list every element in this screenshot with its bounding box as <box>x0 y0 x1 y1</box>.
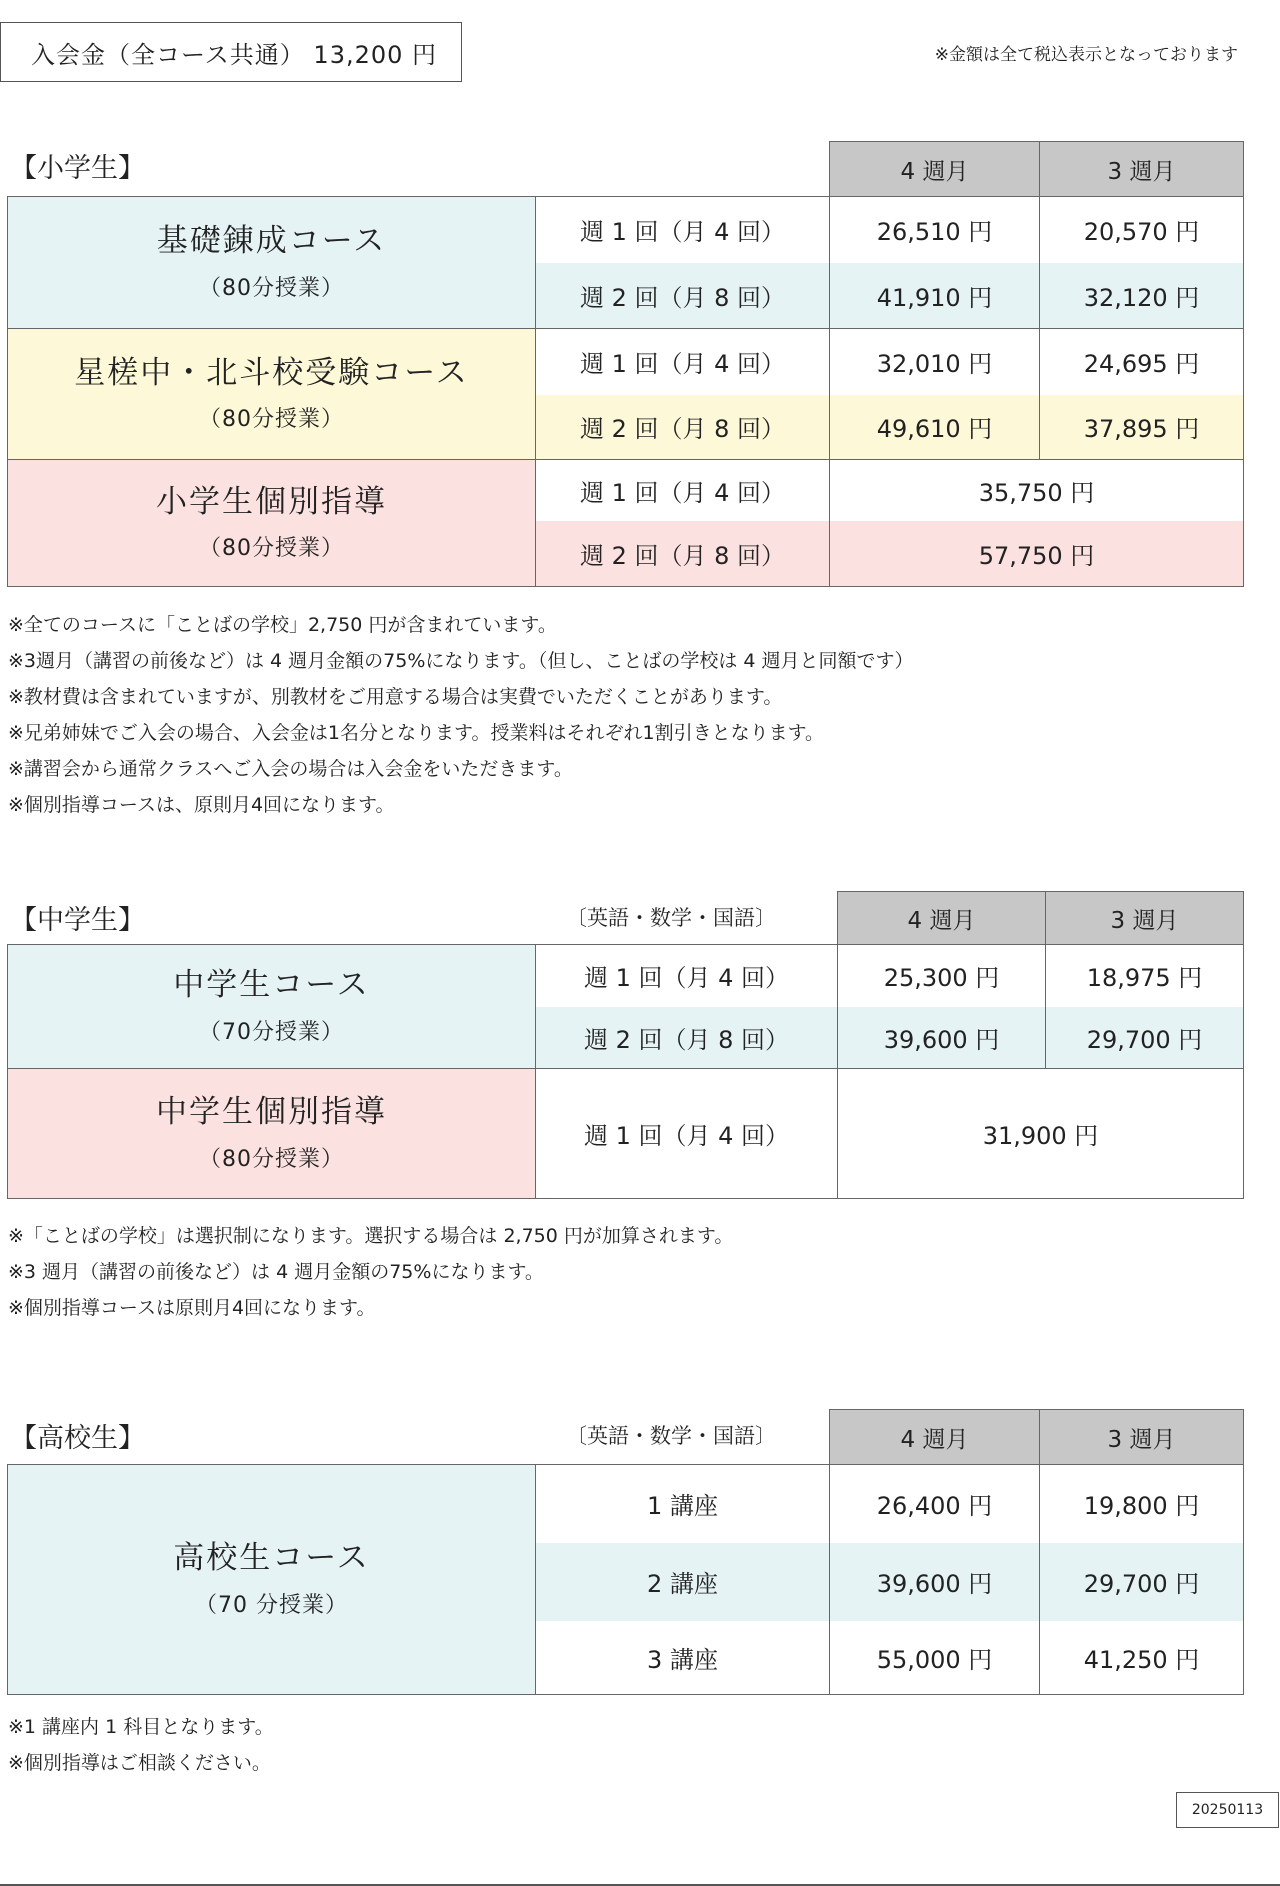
price-4w: 39,600 円 <box>830 1543 1040 1621</box>
course-name: 基礎錬成コース <box>156 223 387 260</box>
course-cell-kiso <box>8 197 536 329</box>
course-name: 高校生コース <box>173 1540 370 1577</box>
frequency-cell: 週 1 回（月 4 回） <box>536 945 838 1007</box>
note-line: ※3週月（講習の前後など）は 4 週月金額の75%になります。（但し、ことばの学校は 4 週月と同額です） <box>8 650 914 672</box>
course-cell-high <box>8 1465 536 1695</box>
price-4w: 32,010 円 <box>830 329 1040 395</box>
note-line: ※3 週月（講習の前後など）は 4 週月金額の75%になります。 <box>8 1261 544 1283</box>
note-line: ※個別指導コースは、原則月4回になります。 <box>8 794 395 816</box>
note-line: ※全てのコースに「ことばの学校」2,750 円が含まれています。 <box>8 614 557 636</box>
price-4w: 25,300 円 <box>838 945 1046 1007</box>
course-name: 中学生コース <box>173 967 370 1004</box>
course-duration: （80分授業） <box>199 536 344 562</box>
document-code: 20250113 <box>1191 1802 1264 1818</box>
price-3w: 19,800 円 <box>1040 1465 1244 1543</box>
admission-fee-box <box>0 22 462 82</box>
price-4w: 26,400 円 <box>830 1465 1040 1543</box>
price-3w: 18,975 円 <box>1046 945 1244 1007</box>
col-header-3w: 3 週月 <box>1046 892 1244 945</box>
frequency-cell: 週 1 回（月 4 回） <box>536 460 830 521</box>
price-4w: 41,910 円 <box>830 263 1040 329</box>
frequency-cell: 週 1 回（月 4 回） <box>536 329 830 395</box>
course-duration: （80分授業） <box>199 275 344 301</box>
price-4w: 49,610 円 <box>830 395 1040 460</box>
price-4w: 55,000 円 <box>830 1621 1040 1695</box>
high-notes <box>8 1709 274 1781</box>
high-subjects: 〔英語・数学・国語〕 <box>566 1424 776 1448</box>
course-cell-middle-individual <box>8 1069 536 1199</box>
course-cell-elementary-individual <box>8 460 536 587</box>
note-line: ※個別指導コースは原則月4回になります。 <box>8 1297 376 1319</box>
document-code-box <box>1176 1792 1279 1828</box>
note-line: ※1 講座内 1 科目となります。 <box>8 1716 274 1738</box>
lecture-count-cell: 3 講座 <box>536 1621 830 1695</box>
frequency-cell: 週 1 回（月 4 回） <box>536 197 830 263</box>
price-merged: 31,900 円 <box>838 1069 1244 1199</box>
price-4w: 26,510 円 <box>830 197 1040 263</box>
course-name: 小学生個別指導 <box>156 483 387 520</box>
price-3w: 20,570 円 <box>1040 197 1244 263</box>
middle-section-title: 【中学生】 <box>10 905 145 936</box>
course-cell-middle <box>8 945 536 1069</box>
col-header-4w: 4 週月 <box>830 142 1040 197</box>
middle-subjects: 〔英語・数学・国語〕 <box>566 906 776 930</box>
frequency-cell: 週 2 回（月 8 回） <box>536 263 830 329</box>
note-line: ※教材費は含まれていますが、別教材をご用意する場合は実費でいただくことがあります。 <box>8 686 783 708</box>
note-line: ※兄弟姉妹でご入会の場合、入会金は1名分となります。授業料はそれぞれ1割引きとなります。 <box>8 722 825 744</box>
header-spacer <box>8 142 830 197</box>
admission-fee-text: 入会金（全コース共通） 13,200 円 <box>31 40 438 69</box>
col-header-3w: 3 週月 <box>1040 1410 1244 1465</box>
course-name: 星槎中・北斗校受験コース <box>74 354 469 391</box>
note-line: ※個別指導はご相談ください。 <box>8 1752 271 1774</box>
header-spacer <box>8 892 838 945</box>
frequency-cell: 週 2 回（月 8 回） <box>536 1007 838 1069</box>
tax-note: ※金額は全て税込表示となっております <box>934 45 1238 65</box>
high-section-title: 【高校生】 <box>10 1423 145 1454</box>
middle-notes <box>8 1218 733 1326</box>
course-duration: （70分授業） <box>199 1019 344 1045</box>
course-cell-seisa <box>8 329 536 460</box>
lecture-count-cell: 2 講座 <box>536 1543 830 1621</box>
middle-price-table <box>7 891 1244 1199</box>
price-3w: 24,695 円 <box>1040 329 1244 395</box>
elementary-price-table <box>7 141 1244 587</box>
high-price-table <box>7 1409 1244 1695</box>
course-duration: （80分授業） <box>199 1146 344 1172</box>
header-spacer <box>8 1410 830 1465</box>
note-line: ※「ことばの学校」は選択制になります。選択する場合は 2,750 円が加算されます。 <box>8 1225 734 1247</box>
price-3w: 37,895 円 <box>1040 395 1244 460</box>
price-3w: 41,250 円 <box>1040 1621 1244 1695</box>
frequency-cell: 週 2 回（月 8 回） <box>536 395 830 460</box>
price-3w: 32,120 円 <box>1040 263 1244 329</box>
col-header-4w: 4 週月 <box>838 892 1046 945</box>
course-duration: （70 分授業） <box>195 1592 348 1618</box>
price-3w: 29,700 円 <box>1046 1007 1244 1069</box>
course-name: 中学生個別指導 <box>156 1094 387 1131</box>
price-3w: 29,700 円 <box>1040 1543 1244 1621</box>
elementary-section-title: 【小学生】 <box>10 153 145 184</box>
price-4w: 39,600 円 <box>838 1007 1046 1069</box>
course-duration: （80分授業） <box>199 407 344 433</box>
lecture-count-cell: 1 講座 <box>536 1465 830 1543</box>
col-header-4w: 4 週月 <box>830 1410 1040 1465</box>
frequency-cell: 週 2 回（月 8 回） <box>536 521 830 587</box>
elementary-notes <box>8 607 914 823</box>
price-merged: 35,750 円 <box>830 460 1244 521</box>
frequency-cell: 週 1 回（月 4 回） <box>536 1069 838 1199</box>
note-line: ※講習会から通常クラスへご入会の場合は入会金をいただきます。 <box>8 758 573 780</box>
price-merged: 57,750 円 <box>830 521 1244 587</box>
col-header-3w: 3 週月 <box>1040 142 1244 197</box>
